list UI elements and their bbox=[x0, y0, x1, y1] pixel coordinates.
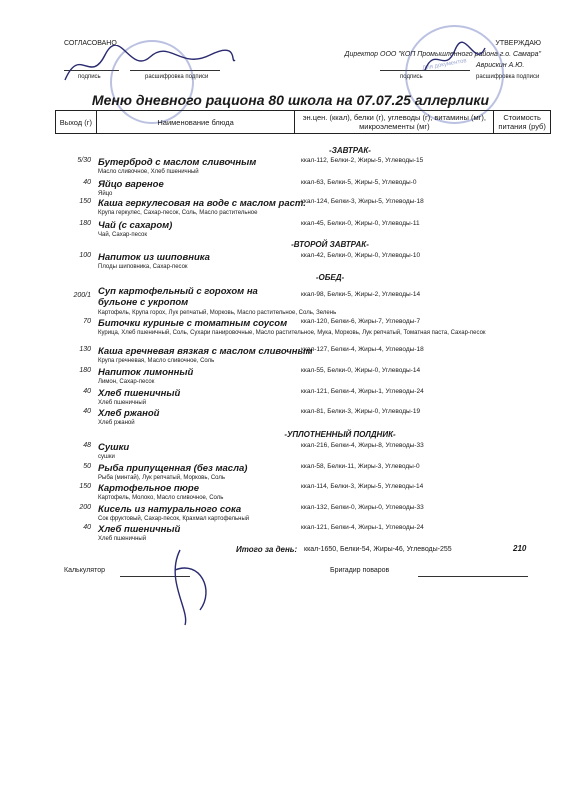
total-value: ккал-1650, Белки-54, Жиры-46, Углеводы-255 bbox=[304, 546, 452, 553]
item-nutrition: ккал-132, Белки-0, Жиры-0, Углеводы-33 bbox=[301, 504, 424, 511]
item-name: Чай (с сахаром) bbox=[98, 220, 173, 231]
director-name: Аврискин А.Ю. bbox=[476, 62, 525, 69]
item-name: Яйцо вареное bbox=[98, 179, 164, 190]
page-title: Меню дневного рациона 80 школа на 07.07.25 аллерлики bbox=[91, 92, 490, 108]
left-signature-icon bbox=[60, 45, 240, 85]
item-ingredients: Плоды шиповника, Сахар-песок bbox=[98, 264, 188, 270]
item-ingredients: Чай, Сахар-песок bbox=[98, 232, 147, 238]
item-output: 50 bbox=[83, 463, 91, 470]
item-name: Хлеб пшеничный bbox=[98, 524, 181, 535]
item-name: Суп картофельный с горохом на бульоне с укропом bbox=[98, 286, 258, 308]
item-output: 130 bbox=[79, 346, 91, 353]
col-cost: Стоимость питания (руб) bbox=[494, 111, 551, 134]
item-nutrition: ккал-112, Белки-2, Жиры-5, Углеводы-15 bbox=[301, 157, 424, 164]
item-nutrition: ккал-120, Белки-6, Жиры-7, Углеводы-7 bbox=[301, 318, 421, 325]
calculator-label: Калькулятор bbox=[64, 567, 105, 574]
item-output: 40 bbox=[83, 179, 91, 186]
item-output: 48 bbox=[83, 442, 91, 449]
item-ingredients: Сок фруктовый, Сахар-песок, Крахмал картофельный bbox=[98, 516, 250, 522]
item-name: Хлеб ржаной bbox=[98, 408, 160, 419]
item-output: 40 bbox=[83, 408, 91, 415]
total-cost: 210 bbox=[513, 544, 527, 553]
item-nutrition: ккал-216, Белки-4, Жиры-8, Углеводы-33 bbox=[301, 442, 424, 449]
item-nutrition: ккал-121, Белки-4, Жиры-1, Углеводы-24 bbox=[301, 524, 424, 531]
item-ingredients: Хлеб пшеничный bbox=[98, 400, 147, 406]
item-name: Картофельное пюре bbox=[98, 483, 199, 494]
col-nutrition: эн.цен. (ккал), белки (г), углеводы (г), витамины (мг), микроэлементы (мг) bbox=[295, 111, 494, 134]
item-output: 5/30 bbox=[77, 157, 91, 164]
item-nutrition: ккал-45, Белки-0, Жиры-0, Углеводы-11 bbox=[301, 220, 420, 227]
item-nutrition: ккал-63, Белки-5, Жиры-5, Углеводы-0 bbox=[301, 179, 417, 186]
menu-table-header bbox=[55, 110, 551, 134]
item-output: 70 bbox=[83, 318, 91, 325]
item-ingredients: Картофель, Молоко, Масло сливочное, Соль bbox=[98, 495, 224, 501]
item-output: 40 bbox=[83, 524, 91, 531]
section-title: -ВТОРОЙ ЗАВТРАК- bbox=[291, 240, 369, 249]
item-name: Напиток лимонный bbox=[98, 367, 194, 378]
item-ingredients: Крупа геркулес, Сахар-песок, Соль, Масло растительное bbox=[98, 210, 258, 216]
item-name: Хлеб пшеничный bbox=[98, 388, 181, 399]
right-sign-caption-2: расшифровка подписи bbox=[476, 74, 540, 80]
chef-sign-line bbox=[418, 576, 528, 577]
item-name: Каша гречневая вязкая с маслом сливочным bbox=[98, 346, 313, 357]
item-nutrition: ккал-121, Белки-4, Жиры-1, Углеводы-24 bbox=[301, 388, 424, 395]
item-ingredients: Картофель, Крупа горох, Лук репчатый, Морковь, Масло растительное, Соль, Зелень bbox=[98, 310, 337, 316]
item-nutrition: ккал-98, Белки-5, Жиры-2, Углеводы-14 bbox=[301, 291, 421, 298]
item-nutrition: ккал-81, Белки-3, Жиры-0, Углеводы-19 bbox=[301, 408, 421, 415]
item-output: 200 bbox=[79, 504, 91, 511]
total-label: Итого за день: bbox=[236, 545, 298, 554]
section-title: -УПЛОТНЕННЫЙ ПОЛДНИК- bbox=[284, 430, 396, 439]
left-sign-caption-2: расшифровка подписи bbox=[145, 74, 209, 80]
item-name: Рыба припущенная (без масла) bbox=[98, 463, 248, 474]
stamp-text: Для документов bbox=[421, 58, 468, 72]
right-sign-caption: подпись bbox=[400, 74, 423, 80]
section-title: -ЗАВТРАК- bbox=[329, 146, 371, 155]
item-ingredients: сушки bbox=[98, 454, 115, 460]
bottom-signature-icon bbox=[160, 540, 230, 630]
item-output: 180 bbox=[79, 220, 91, 227]
item-name: Биточки куриные с томатным соусом bbox=[98, 318, 288, 329]
item-name: Кисель из натурального сока bbox=[98, 504, 242, 515]
item-nutrition: ккал-127, Белки-4, Жиры-4, Углеводы-18 bbox=[301, 346, 424, 353]
director-position: Директор ООО "КОП Промышленного района г.о. Самара" bbox=[344, 51, 541, 58]
item-name: Сушки bbox=[98, 442, 130, 453]
item-ingredients: Хлеб ржаной bbox=[98, 420, 135, 426]
col-dish: Наименование блюда bbox=[96, 111, 295, 134]
chef-label: Бригадир поваров bbox=[330, 567, 390, 574]
item-output: 150 bbox=[79, 483, 91, 490]
item-nutrition: ккал-114, Белки-3, Жиры-5, Углеводы-14 bbox=[301, 483, 424, 490]
col-output: Выход (г) bbox=[56, 111, 97, 134]
item-output: 150 bbox=[79, 198, 91, 205]
item-output: 200/1 bbox=[73, 292, 91, 299]
item-ingredients: Рыба (минтай), Лук репчатый, Морковь, Соль bbox=[98, 475, 225, 481]
item-output: 100 bbox=[79, 252, 91, 259]
item-ingredients: Масло сливочное, Хлеб пшеничный bbox=[98, 169, 199, 175]
item-nutrition: ккал-42, Белки-0, Жиры-0, Углеводы-10 bbox=[301, 252, 421, 259]
item-ingredients: Хлеб пшеничный bbox=[98, 536, 147, 542]
item-nutrition: ккал-124, Белки-3, Жиры-5, Углеводы-18 bbox=[301, 198, 424, 205]
right-signature-icon bbox=[420, 40, 490, 80]
item-nutrition: ккал-55, Белки-0, Жиры-0, Углеводы-14 bbox=[301, 367, 421, 374]
left-sign-caption: подпись bbox=[78, 74, 101, 80]
item-output: 40 bbox=[83, 388, 91, 395]
item-output: 180 bbox=[79, 367, 91, 374]
section-title: -ОБЕД- bbox=[315, 273, 345, 282]
approved-label: СОГЛАСОВАНО bbox=[64, 40, 117, 47]
item-ingredients: Лимон, Сахар-песок bbox=[98, 379, 155, 385]
approve-label: УТВЕРЖДАЮ bbox=[495, 40, 541, 47]
item-nutrition: ккал-58, Белки-11, Жиры-3, Углеводы-0 bbox=[301, 463, 420, 470]
item-name: Бутерброд с маслом сливочным bbox=[98, 157, 257, 168]
item-name: Каша геркулесовая на воде с маслом раст. bbox=[98, 198, 306, 209]
item-ingredients: Курица, Хлеб пшеничный, Соль, Сухари панировочные, Масло растительное, Мука, Морковь, Лук репчатый, Томатная паста, Сахар-песок bbox=[98, 330, 486, 336]
item-ingredients: Яйцо bbox=[98, 191, 113, 197]
item-name: Напиток из шиповника bbox=[98, 252, 210, 263]
item-ingredients: Крупа гречневая, Масло сливочное, Соль bbox=[98, 358, 215, 364]
